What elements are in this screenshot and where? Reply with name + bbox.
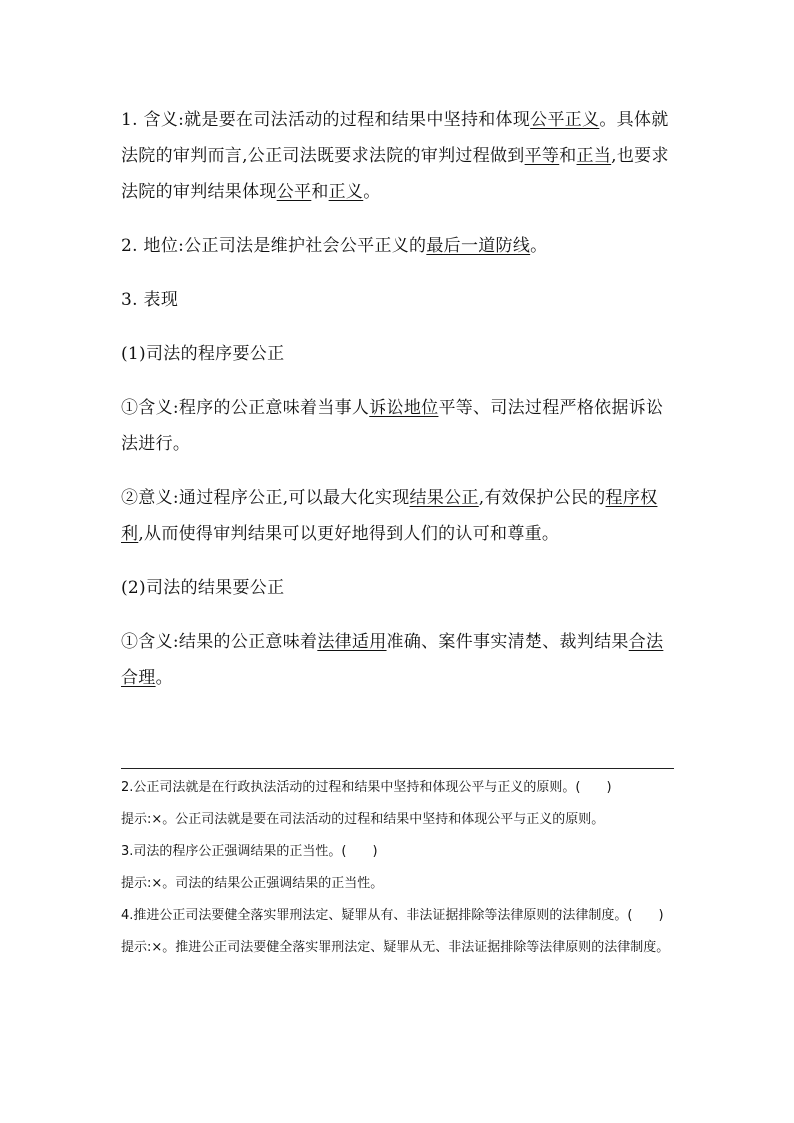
section-divider bbox=[121, 768, 674, 769]
text: ,也要求法院的审判结果体现 bbox=[121, 146, 669, 202]
paragraph-procedure-significance bbox=[121, 480, 677, 552]
text: ①含义:结果的公正意味着 bbox=[121, 632, 318, 652]
text: ,有效保护公民的 bbox=[478, 488, 606, 508]
underlined-term: 程序权利 bbox=[121, 488, 658, 544]
underlined-term: 法律适用 bbox=[317, 632, 387, 652]
text: 和 bbox=[559, 146, 577, 166]
underlined-term: 正义 bbox=[328, 182, 364, 202]
paragraph-result-meaning bbox=[121, 624, 677, 696]
hint-2: 提示:×。公正司法就是要在司法活动的过程和结果中坚持和体现公平与正义的原则。 bbox=[121, 812, 605, 827]
underlined-term: 公平 bbox=[276, 182, 312, 202]
text: 准确、案件事实清楚、裁判结果 bbox=[386, 632, 629, 652]
text: 。 bbox=[155, 668, 173, 688]
question-2: 2.公正司法就是在行政执法活动的过程和结果中坚持和体现公平与正义的原则。( ) bbox=[121, 780, 612, 795]
underlined-term: 平等 bbox=[524, 146, 560, 166]
underlined-term: 诉讼地位 bbox=[369, 398, 439, 418]
subheading-result: (2)司法的结果要公正 bbox=[121, 578, 285, 598]
paragraph-status bbox=[121, 228, 677, 264]
underlined-term: 最后一道防线 bbox=[426, 236, 531, 256]
text: ②意义:通过程序公正,可以最大化实现 bbox=[121, 488, 410, 508]
text: ①含义:程序的公正意味着当事人 bbox=[121, 398, 370, 418]
heading-manifestation: 3. 表现 bbox=[121, 290, 179, 310]
hint-3: 提示:×。司法的结果公正强调结果的正当性。 bbox=[121, 876, 384, 891]
text: 1. 含义:就是要在司法活动的过程和结果中坚持和体现 bbox=[121, 110, 531, 130]
exercise-notes bbox=[121, 778, 677, 970]
underlined-term: 公平正义 bbox=[530, 110, 600, 130]
text: ,从而使得审判结果可以更好地得到人们的认可和尊重。 bbox=[138, 524, 560, 544]
question-3: 3.司法的程序公正强调结果的正当性。( ) bbox=[121, 844, 378, 859]
text: 。 bbox=[530, 236, 548, 256]
underlined-term: 结果公正 bbox=[409, 488, 479, 508]
text: 。 bbox=[363, 182, 381, 202]
underlined-term: 合法合理 bbox=[121, 632, 664, 688]
text: 平等、司法过程严格依据诉讼法进行。 bbox=[121, 398, 664, 454]
paragraph-meaning bbox=[121, 102, 677, 210]
paragraph-procedure-meaning bbox=[121, 390, 677, 462]
underlined-term: 正当 bbox=[576, 146, 612, 166]
hint-4: 提示:×。推进公正司法要健全落实罪刑法定、疑罪从无、非法证据排除等法律原则的法律制度。 bbox=[121, 940, 670, 955]
text: 2. 地位:公正司法是维护社会公平正义的 bbox=[121, 236, 427, 256]
text: 。具体就法院的审判而言,公正司法既要求法院的审判过程做到 bbox=[121, 110, 669, 166]
question-4: 4.推进公正司法要健全落实罪刑法定、疑罪从有、非法证据排除等法律原则的法律制度。( ) bbox=[121, 908, 664, 923]
text: 和 bbox=[311, 182, 329, 202]
main-content bbox=[121, 102, 677, 714]
subheading-procedure: (1)司法的程序要公正 bbox=[121, 344, 285, 364]
